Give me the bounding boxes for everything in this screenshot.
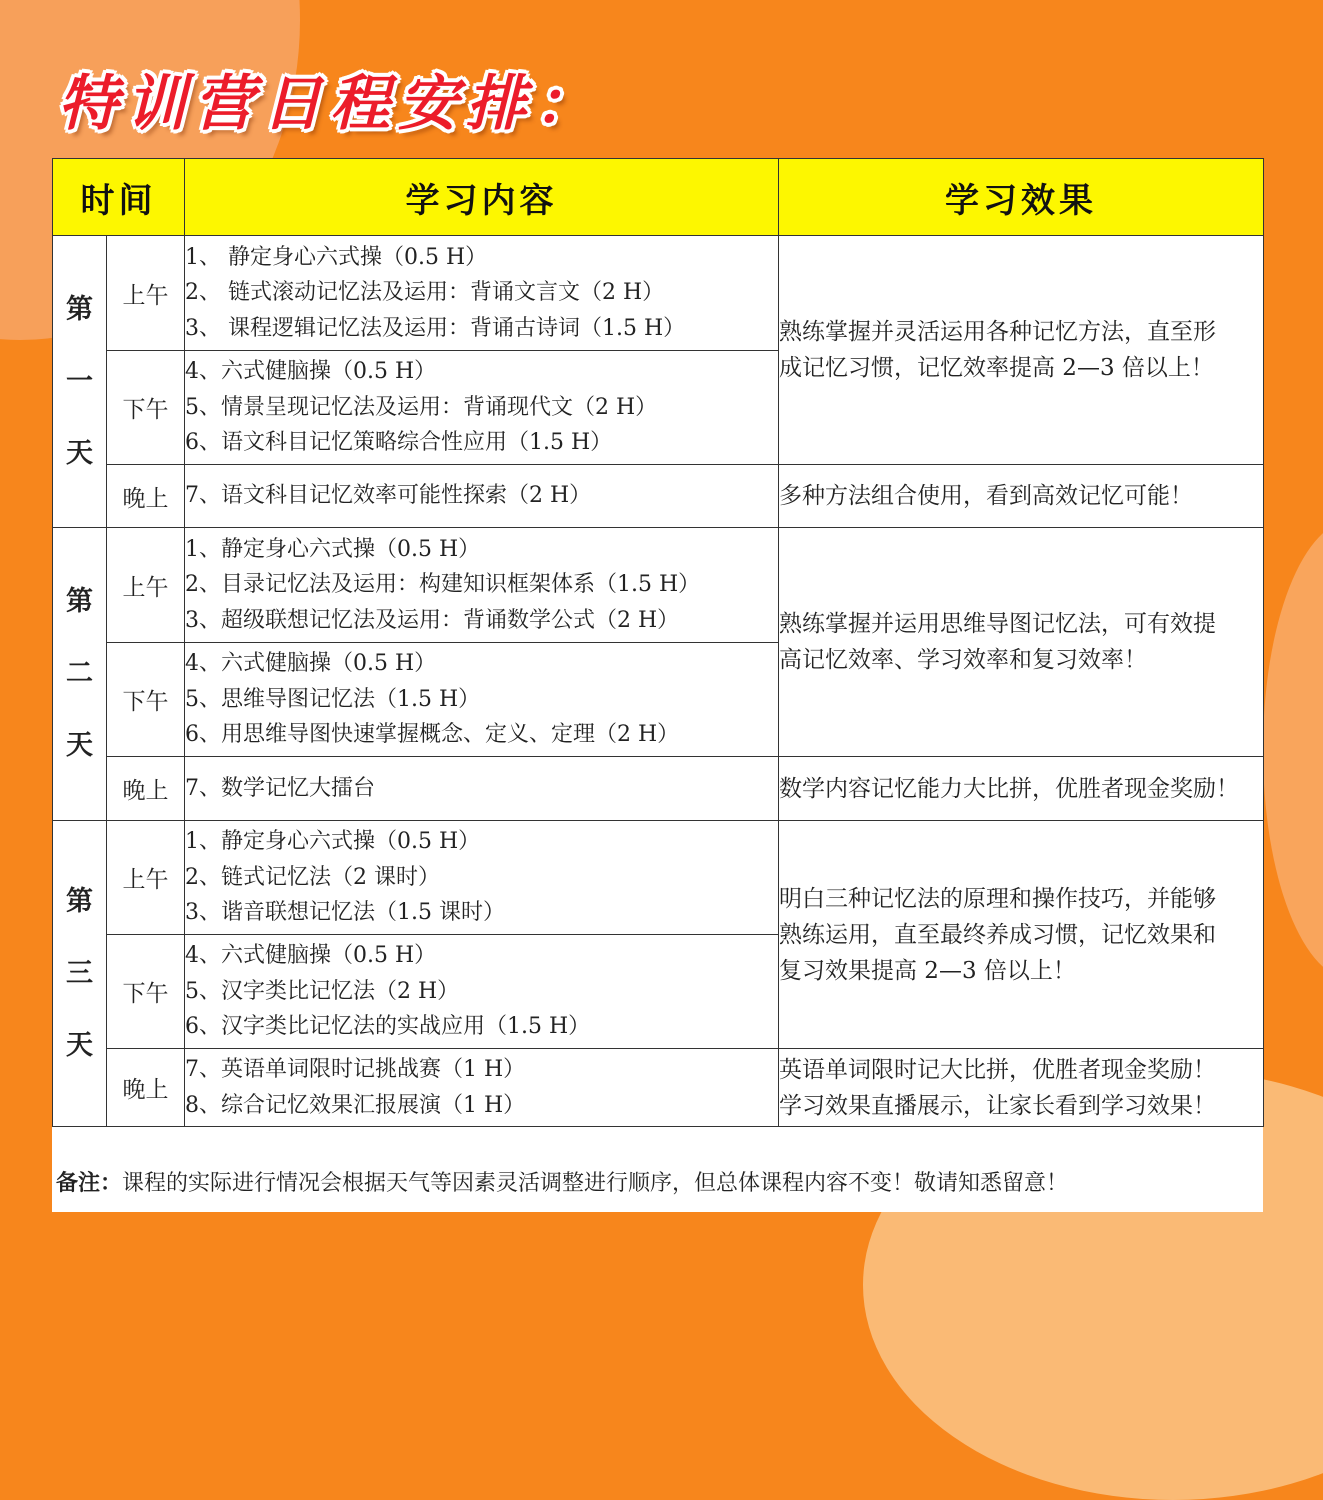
- period-label: 晚上: [107, 757, 185, 821]
- period-label: 上午: [107, 236, 185, 351]
- period-label: 下午: [107, 643, 185, 757]
- day-label-char: 第: [66, 293, 93, 325]
- schedule-row-evening: [53, 1049, 1264, 1127]
- day-label-char: 三: [66, 957, 93, 989]
- period-label: 晚上: [107, 465, 185, 528]
- content-item: 1、静定身心六式操（0.5 H）: [185, 536, 481, 562]
- day-label-char: 第: [66, 885, 93, 917]
- content-item: 2、目录记忆法及运用：构建知识框架体系（1.5 H）: [185, 572, 701, 598]
- effect-cell: [779, 528, 1264, 757]
- content-cell: [185, 935, 779, 1049]
- effect-line: 高记忆效率、学习效率和复习效率！: [779, 647, 1147, 673]
- content-item: 1、静定身心六式操（0.5 H）: [185, 829, 481, 855]
- effect-line: 英语单词限时记大比拼，优胜者现金奖励！: [779, 1056, 1216, 1083]
- schedule-body: [53, 236, 1264, 1127]
- content-item: 2、链式记忆法（2 课时）: [185, 864, 440, 890]
- background-blob: [1263, 520, 1323, 980]
- schedule-table: [52, 158, 1264, 1127]
- schedule-row-evening: [53, 757, 1264, 821]
- effect-line: 复习效果提高 2—3 倍以上！: [779, 957, 1076, 984]
- period-label: 晚上: [107, 1049, 185, 1127]
- effect-line: 学习效果直播展示，让家长看到学习效果！: [779, 1092, 1216, 1119]
- content-item: 4、六式健脑操（0.5 H）: [185, 359, 437, 385]
- schedule-row-morning: [53, 821, 1264, 935]
- content-item: 3、超级联想记忆法及运用：背诵数学公式（2 H）: [185, 607, 680, 633]
- effect-cell: [779, 821, 1264, 1049]
- content-cell: [185, 757, 779, 821]
- content-cell: [185, 236, 779, 351]
- header-time: 时间: [53, 159, 185, 236]
- content-item: 2、 链式滚动记忆法及运用：背诵文言文（2 H）: [185, 280, 665, 306]
- content-item: 8、综合记忆效果汇报展演（1 H）: [185, 1092, 526, 1118]
- content-item: 7、数学记忆大擂台: [185, 775, 375, 801]
- effect-line: 数学内容记忆能力大比拼，优胜者现金奖励！: [779, 775, 1239, 802]
- content-item: 3、谐音联想记忆法（1.5 课时）: [185, 900, 505, 926]
- content-cell: [185, 1049, 779, 1127]
- content-item: 3、 课程逻辑记忆法及运用：背诵古诗词（1.5 H）: [185, 315, 686, 341]
- day-label-char: 第: [66, 586, 93, 617]
- header-content: 学习内容: [185, 159, 779, 236]
- content-item: 4、六式健脑操（0.5 H）: [185, 651, 437, 677]
- effect-line: 熟练掌握并灵活运用各种记忆方法，直至形: [779, 319, 1216, 345]
- content-item: 5、情景呈现记忆法及运用：背诵现代文（2 H）: [185, 394, 658, 420]
- day-label: [53, 528, 107, 821]
- page-title: 特训营日程安排：: [58, 69, 602, 139]
- schedule-card: [52, 158, 1263, 1212]
- content-cell: [185, 643, 779, 757]
- content-item: 6、用思维导图快速掌握概念、定义、定理（2 H）: [185, 722, 680, 748]
- content-item: 1、 静定身心六式操（0.5 H）: [185, 244, 488, 270]
- content-cell: [185, 528, 779, 643]
- content-item: 5、汉字类比记忆法（2 H）: [185, 978, 460, 1004]
- header-row: [53, 159, 1264, 236]
- effect-line: 成记忆习惯，记忆效率提高 2—3 倍以上！: [779, 355, 1214, 381]
- effect-cell: [779, 1049, 1264, 1127]
- period-label: 上午: [107, 821, 185, 935]
- content-item: 7、英语单词限时记挑战赛（1 H）: [185, 1057, 526, 1082]
- day-label-char: 天: [66, 1029, 93, 1061]
- schedule-row-morning: [53, 236, 1264, 351]
- footnote-text: 课程的实际进行情况会根据天气等因素灵活调整进行顺序，但总体课程内容不变！敬请知悉留意！: [122, 1171, 1069, 1196]
- period-label: 下午: [107, 351, 185, 465]
- day-label-char: 天: [66, 730, 93, 761]
- content-item: 5、思维导图记忆法（1.5 H）: [185, 686, 481, 712]
- content-item: 4、六式健脑操（0.5 H）: [185, 943, 437, 969]
- effect-line: 熟练运用，直至最终养成习惯，记忆效果和: [779, 921, 1216, 948]
- content-cell: [185, 351, 779, 465]
- day-label: [53, 821, 107, 1127]
- period-label: 下午: [107, 935, 185, 1049]
- content-item: 6、汉字类比记忆法的实战应用（1.5 H）: [185, 1014, 591, 1040]
- effect-cell: [779, 465, 1264, 528]
- effect-cell: [779, 236, 1264, 465]
- day-label: [53, 236, 107, 528]
- effect-cell: [779, 757, 1264, 821]
- footnote-label: 备注：: [56, 1171, 123, 1196]
- schedule-row-evening: [53, 465, 1264, 528]
- period-label: 上午: [107, 528, 185, 643]
- schedule-row-morning: [53, 528, 1264, 643]
- day-label-char: 一: [66, 365, 93, 397]
- content-cell: [185, 465, 779, 528]
- day-label-char: 天: [66, 437, 93, 469]
- header-effect: 学习效果: [779, 159, 1264, 236]
- day-label-char: 二: [66, 658, 93, 689]
- footnote: [56, 1166, 1068, 1197]
- effect-line: 熟练掌握并运用思维导图记忆法，可有效提: [779, 611, 1216, 637]
- content-cell: [185, 821, 779, 935]
- effect-line: 多种方法组合使用，看到高效记忆可能！: [779, 483, 1193, 509]
- content-item: 7、语文科目记忆效率可能性探索（2 H）: [185, 483, 592, 509]
- content-item: 6、语文科目记忆策略综合性应用（1.5 H）: [185, 430, 613, 456]
- effect-line: 明白三种记忆法的原理和操作技巧，并能够: [779, 885, 1216, 912]
